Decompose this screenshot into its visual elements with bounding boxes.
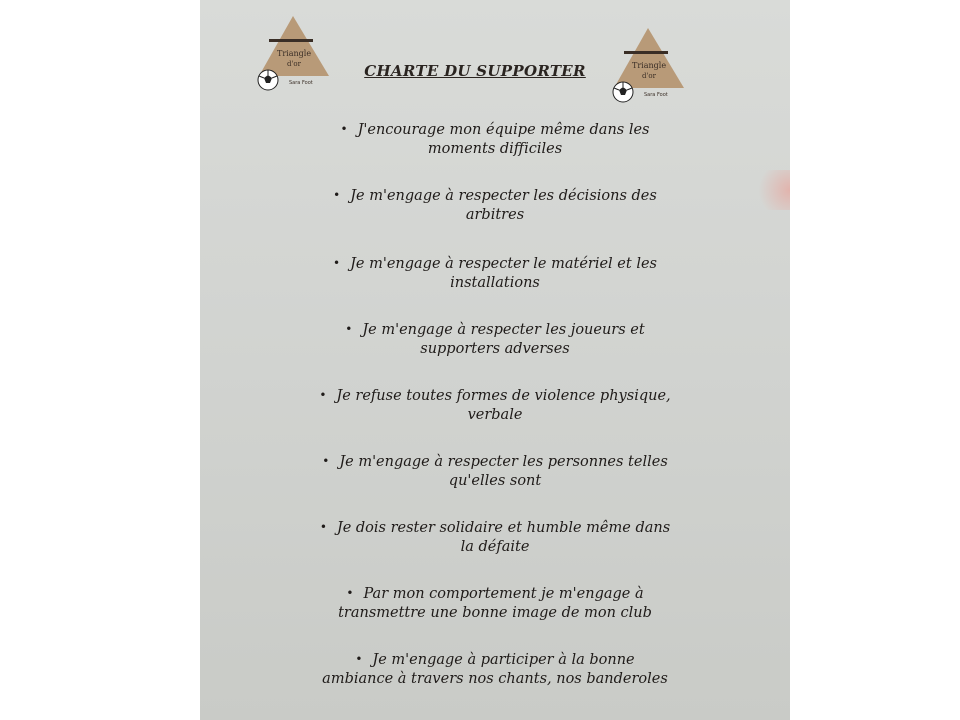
charter-item [290, 452, 700, 491]
charter-item [290, 650, 700, 689]
item-line1: Je m'engage à respecter les joueurs et [362, 322, 645, 338]
item-line2: arbitres [465, 207, 525, 223]
charter-item [290, 386, 700, 425]
item-line1: Je m'engage à participer à la bonne [372, 652, 635, 668]
item-line2: la défaite [460, 539, 530, 555]
triangle-football-logo-icon [610, 26, 690, 116]
item-line2: ambiance à travers nos chants, nos banderoles [322, 671, 668, 687]
item-line2: supporters adverses [420, 341, 570, 357]
document-photo [200, 0, 790, 720]
bullet-icon: • [355, 652, 363, 666]
item-line1: Je m'engage à respecter le matériel et les [350, 256, 657, 272]
charter-item [290, 120, 700, 159]
item-line2: verbale [467, 407, 523, 423]
item-line2: qu'elles sont [448, 473, 542, 489]
charter-item [290, 320, 700, 359]
logo-text-line3: Sara Foot [289, 80, 313, 86]
item-line1: Je refuse toutes formes de violence physique, [336, 388, 671, 404]
triangle-football-logo-icon [255, 14, 335, 104]
logo-text-line1: Triangle [632, 61, 667, 70]
logo-text-line1: Triangle [277, 49, 312, 58]
logo-text-line2: d'or [642, 72, 656, 80]
document-title: CHARTE DU SUPPORTER [364, 62, 586, 80]
charter-item [290, 254, 700, 293]
item-line2: transmettre une bonne image de mon club [338, 605, 652, 621]
charter-item [290, 584, 700, 623]
bullet-icon: • [333, 188, 341, 202]
item-line1: Je dois rester solidaire et humble même dans [336, 520, 671, 536]
club-logo-right [610, 26, 690, 116]
charter-item [290, 186, 700, 225]
item-line1: Je m'engage à respecter les décisions des [350, 188, 657, 204]
item-line1: J'encourage mon équipe même dans les [357, 122, 650, 138]
logo-text-line3: Sara Foot [644, 92, 668, 98]
logo-text-line2: d'or [287, 60, 301, 68]
item-line1: Je m'engage à respecter les personnes telles [339, 454, 668, 470]
bullet-icon: • [319, 520, 327, 534]
item-line1: Par mon comportement je m'engage à [363, 586, 644, 602]
charter-item [290, 518, 700, 557]
bullet-icon: • [322, 454, 330, 468]
bullet-icon: • [340, 122, 348, 136]
bullet-icon: • [345, 322, 353, 336]
item-line2: moments difficiles [427, 141, 563, 157]
bullet-icon: • [319, 388, 327, 402]
bullet-icon: • [333, 256, 341, 270]
club-logo-left [255, 14, 335, 104]
bullet-icon: • [346, 586, 354, 600]
item-line2: installations [450, 275, 540, 291]
